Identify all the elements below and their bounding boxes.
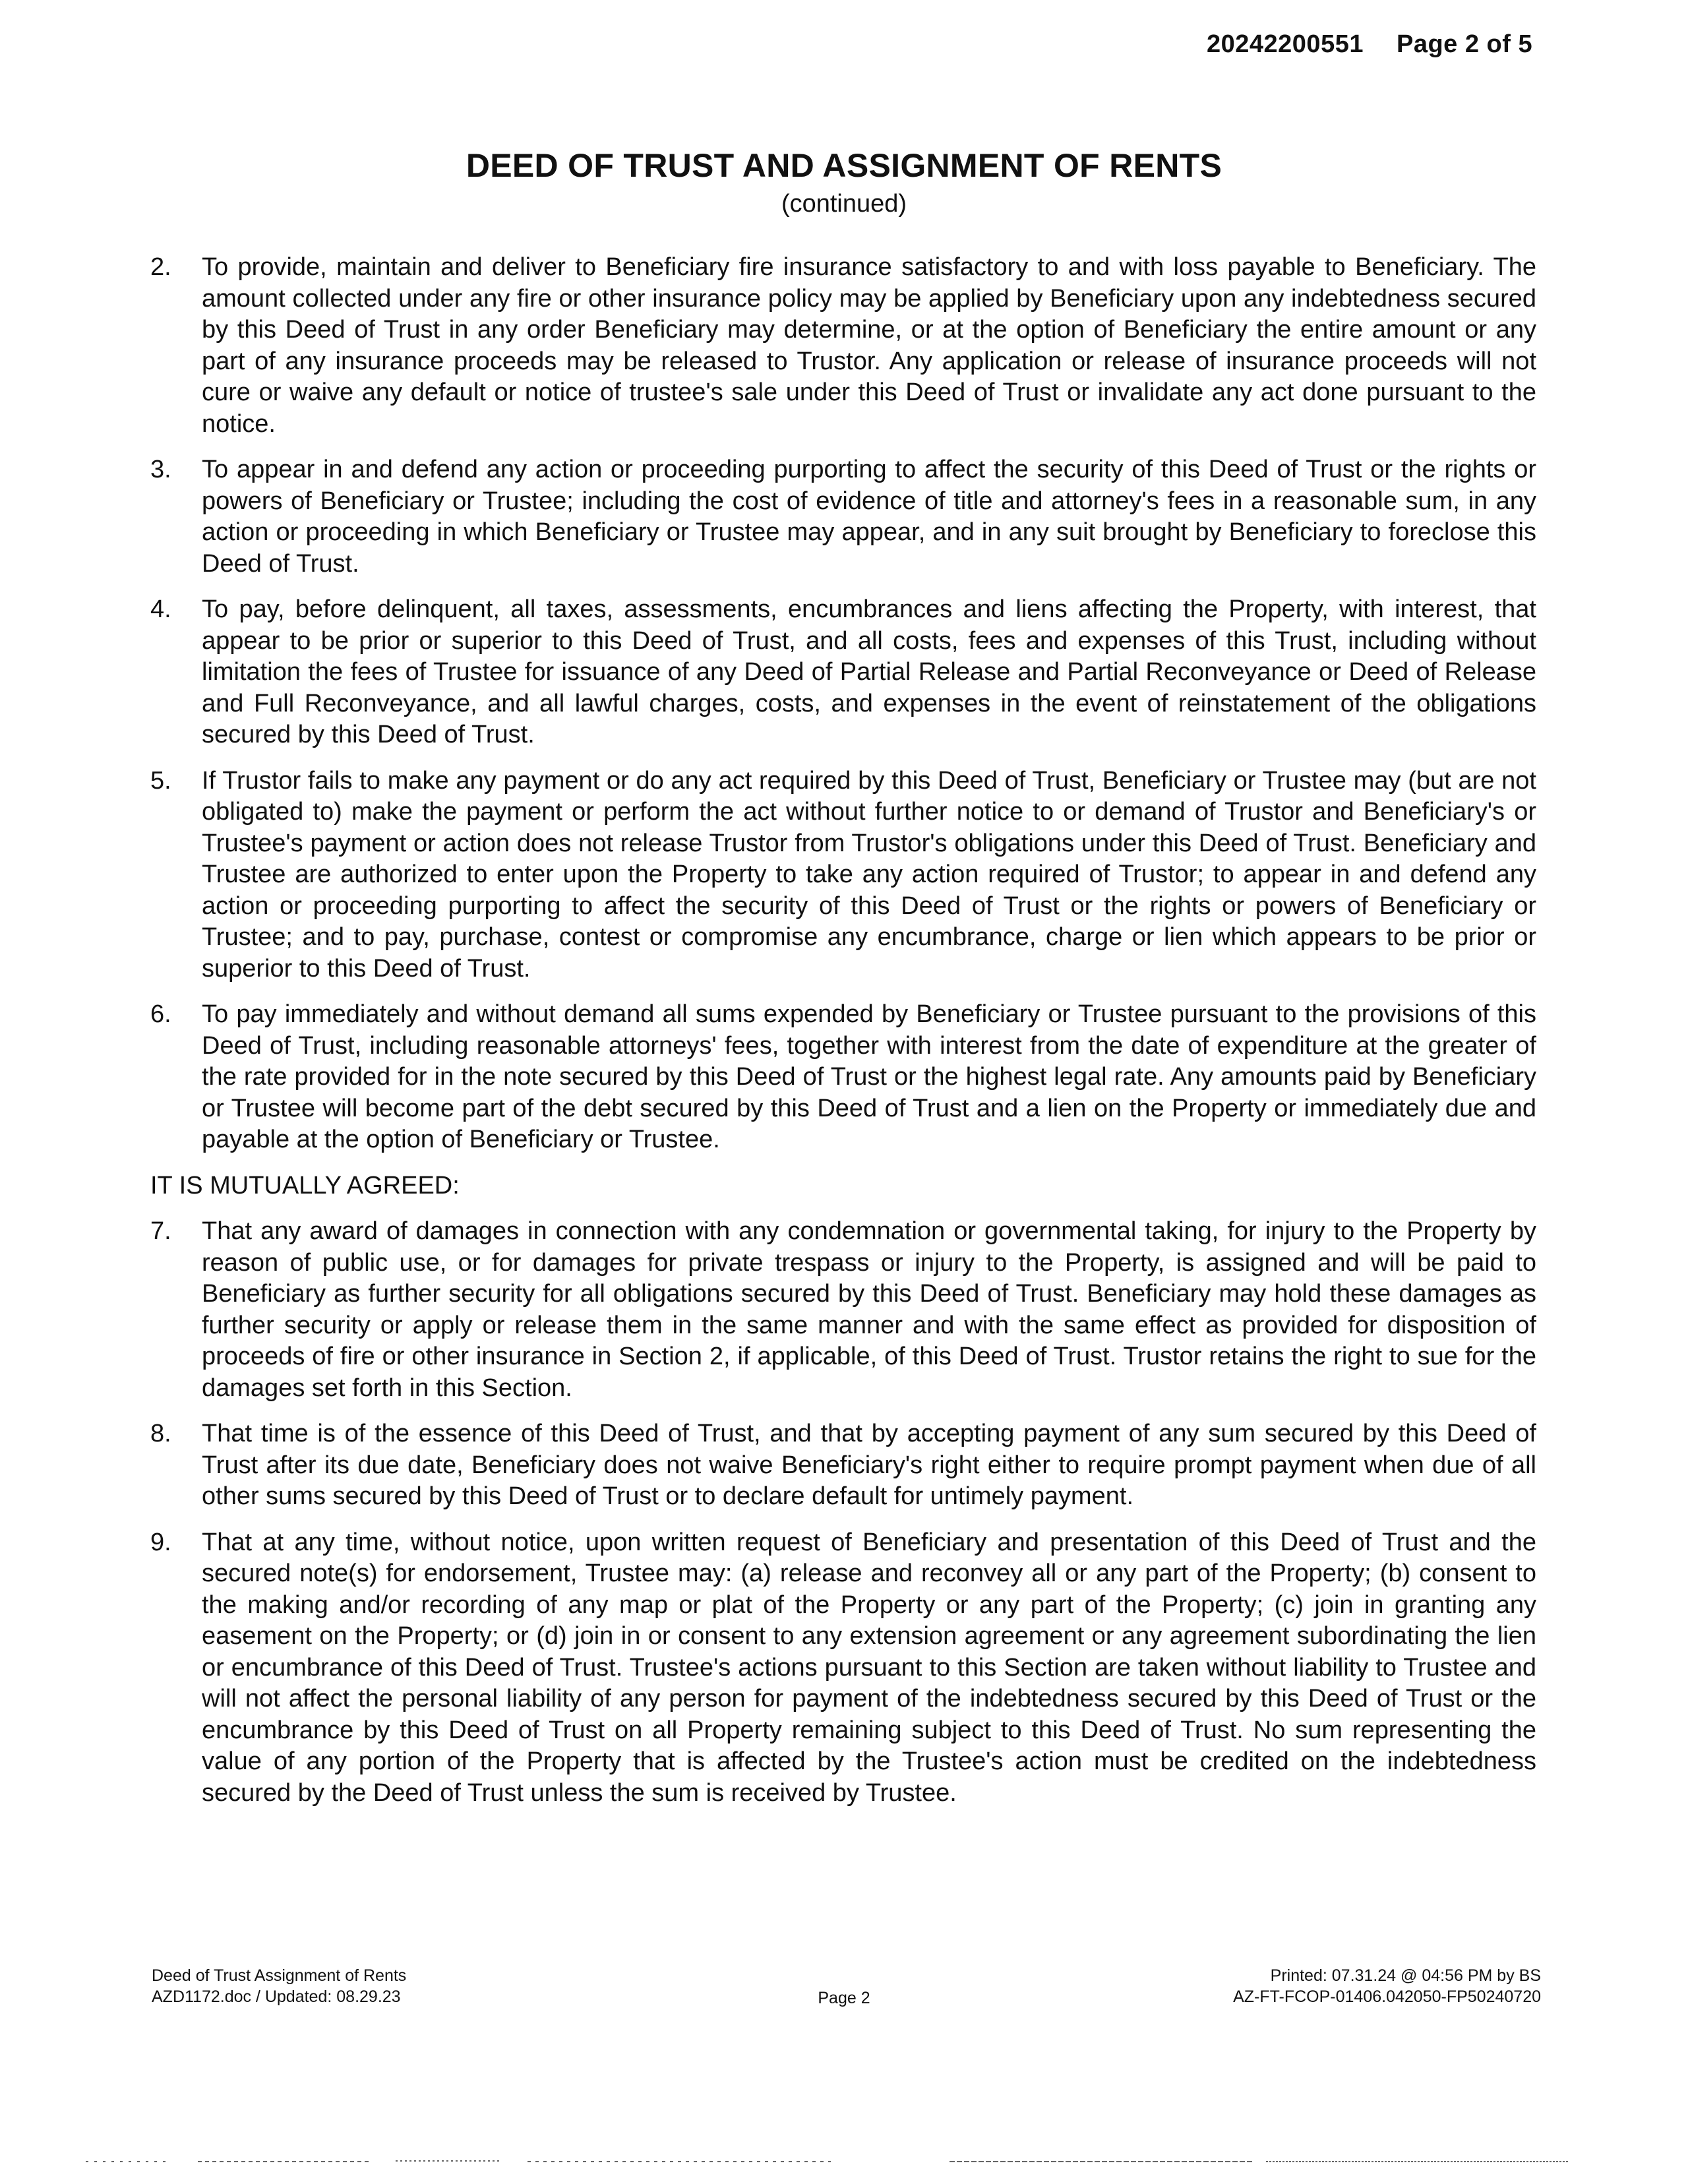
section-7	[150, 1216, 1536, 1404]
document-subtitle: (continued)	[781, 190, 907, 218]
footer-file-number: AZ-FT-FCOP-01406.042050-FP50240720	[1233, 1987, 1541, 2006]
section-text: To pay immediately and without demand all sums expended by Beneficiary or Trustee pursuant to the provisions of this Deed of Trust, including reasonable attorneys' fees, together with interest from the date of expenditure at the greater of the rate provided for in the note secured by this Deed of Trust or the highest legal rate. Any amounts paid by Beneficiary or Trustee will become part of the debt secured by this Deed of Trust and a lien on the Property or immediately due and payable at the option of Beneficiary or Trustee.	[202, 1000, 1536, 1153]
recording-header	[1207, 30, 1532, 59]
record-number: 20242200551	[1207, 30, 1364, 58]
footer-printed: Printed: 07.31.24 @ 04:56 PM by BS	[1270, 1966, 1541, 1985]
section-2	[150, 252, 1536, 440]
section-number: 2.	[150, 253, 171, 281]
section-4	[150, 594, 1536, 751]
section-text: To pay, before delinquent, all taxes, assessments, encumbrances and liens affecting the Property, with interest, that appear to be prior or superior to this Deed of Trust, and all costs, fees and expenses of this Trust, including without limitation the fees of Trustee for issuance of any Deed of Partial Release and Partial Reconveyance or Deed of Release and Full Reconveyance, and all lawful charges, costs, and expenses in the event of reinstatement of the obligations secured by this Deed of Trust.	[202, 595, 1536, 748]
section-5	[150, 766, 1536, 985]
section-number: 7.	[150, 1217, 171, 1245]
section-text: To provide, maintain and deliver to Beneficiary fire insurance satisfactory to and with loss payable to Beneficiary. The amount collected under any fire or other insurance policy may be applied by Beneficiary upon any indebtedness secured by this Deed of Trust in any order Beneficiary may determine, or at the option of Beneficiary the entire amount or any part of any insurance proceeds may be released to Trustor. Any application or release of insurance proceeds will not cure or waive any default or notice of trustee's sale under this Deed of Trust or invalidate any act done pursuant to the notice.	[202, 253, 1536, 438]
section-text: That time is of the essence of this Deed of Trust, and that by accepting payment of any sum secured by this Deed of Trust after its due date, Beneficiary does not waive Beneficiary's right either to require prompt payment when due of all other sums secured by this Deed of Trust or to declare default for untimely payment.	[202, 1420, 1536, 1510]
footer-page-number: Page 2	[818, 1989, 870, 2007]
footer-form-file: AZD1172.doc / Updated: 08.29.23	[152, 1987, 401, 2006]
section-number: 3.	[150, 456, 171, 483]
document-title: DEED OF TRUST AND ASSIGNMENT OF RENTS	[466, 147, 1222, 184]
document-body	[150, 252, 1536, 1823]
section-text: That any award of damages in connection with any condemnation or governmental taking, for injury to the Property by reason of public use, or for damages for private trespass or injury to the Property, is assigned and will be paid to Beneficiary as further security for all obligations secured by this Deed of Trust. Beneficiary may hold these damages as further security or apply or release them in the same manner and with the same effect as provided for disposition of proceeds of fire or other insurance in Section 2, if applicable, of this Deed of Trust. Trustor retains the right to sue for the damages set forth in this Section.	[202, 1217, 1536, 1402]
section-text: If Trustor fails to make any payment or do any act required by this Deed of Trust, Beneficiary or Trustee may (but are not obligated to) make the payment or perform the act without further notice to or demand of Trustor and Beneficiary's or Trustee's payment or action does not release Trustor from Trustor's obligations under this Deed of Trust. Beneficiary and Trustee are authorized to enter upon the Property to take any action required of Trustor; to appear in and defend any action or proceeding purporting to affect the security of this Deed of Trust or the rights or powers of Beneficiary or Trustee; and to pay, purchase, contest or compromise any encumbrance, charge or lien which appears to be prior or superior to this Deed of Trust.	[202, 766, 1536, 983]
footer-print-info	[1233, 1965, 1541, 2007]
section-number: 8.	[150, 1420, 171, 1447]
footer-form-name: Deed of Trust Assignment of Rents	[152, 1966, 407, 1985]
section-number: 4.	[150, 595, 171, 623]
section-9	[150, 1527, 1536, 1809]
section-8	[150, 1418, 1536, 1513]
section-number: 9.	[150, 1528, 171, 1556]
scan-noise-strip	[0, 2155, 1688, 2168]
section-text: That at any time, without notice, upon written request of Beneficiary and presentation of this Deed of Trust and the secured note(s) for endorsement, Trustee may: (a) release and reconvey all or any part of the Property; (b) consent to the making and/or recording of any map or plat of the Property or any part of the Property; (c) join in granting any easement on the Property; or (d) join in or consent to any extension agreement or any agreement subordinating the lien or encumbrance of this Deed of Trust. Trustee's actions pursuant to this Section are taken without liability to Trustee and will not affect the personal liability of any person for payment of the indebtedness secured by this Deed of Trust or the encumbrance by this Deed of Trust on all Property remaining subject to this Deed of Trust. No sum representing the value of any portion of the Property that is affected by the Trustee's action must be credited on the indebtedness secured by the Deed of Trust unless the sum is received by Trustee.	[202, 1528, 1536, 1807]
section-number: 6.	[150, 1000, 171, 1028]
page-indicator: Page 2 of 5	[1396, 30, 1533, 58]
section-6	[150, 999, 1536, 1156]
section-3	[150, 454, 1536, 580]
section-text: To appear in and defend any action or proceeding purporting to affect the security of this Deed of Trust or the rights or powers of Beneficiary or Trustee; including the cost of evidence of title and attorney's fees in a reasonable sum, in any action or proceeding in which Beneficiary or Trustee may appear, and in any suit brought by Beneficiary to foreclose this Deed of Trust.	[202, 456, 1536, 578]
mutually-agreed-heading: IT IS MUTUALLY AGREED:	[150, 1171, 460, 1199]
section-number: 5.	[150, 766, 171, 795]
